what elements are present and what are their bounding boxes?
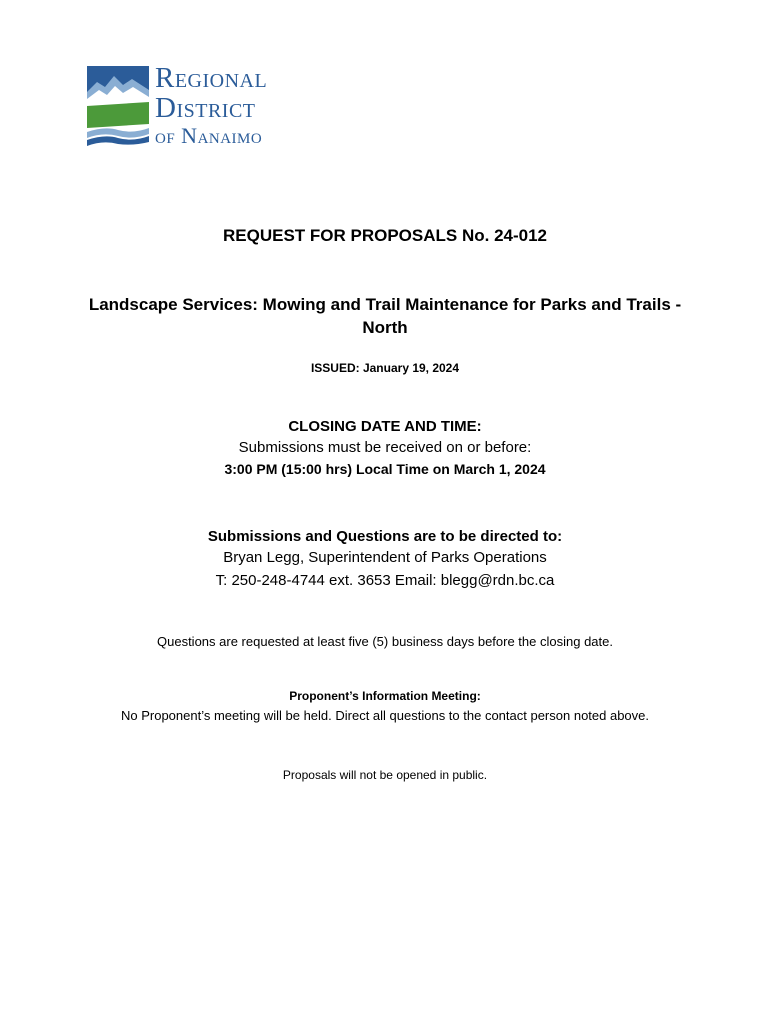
meeting-heading: Proponent’s Information Meeting: [289, 689, 481, 703]
closing-heading: CLOSING DATE AND TIME: [288, 418, 482, 435]
issued-date: ISSUED: January 19, 2024 [310, 361, 460, 375]
contact-phone-email: T: 250-248-4744 ext. 3653 Email: blegg@rdn.bc.ca [215, 572, 555, 589]
closing-datetime: 3:00 PM (15:00 hrs) Local Time on March 1, 2024 [224, 461, 546, 477]
rdn-logo [87, 64, 287, 148]
meeting-text: No Proponent’s meeting will be held. Direct all questions to the contact person noted above. [120, 708, 650, 723]
logo-line-nanaimo: of Nanaimo [155, 123, 263, 148]
rfp-subject [0, 293, 770, 339]
rfp-subject-line-1: Landscape Services: Mowing and Trail Maintenance for Parks and Trails - [88, 295, 682, 314]
mountain-logo-icon [87, 66, 149, 146]
logo-line-regional: Regional [155, 62, 268, 94]
public-opening-note: Proposals will not be opened in public. [282, 768, 488, 782]
closing-instruction: Submissions must be received on or before: [238, 439, 532, 456]
contact-heading: Submissions and Questions are to be directed to: [207, 528, 563, 545]
rfp-title: REQUEST FOR PROPOSALS No. 24-012 [222, 226, 547, 245]
contact-name: Bryan Legg, Superintendent of Parks Operations [223, 549, 547, 566]
logo-line-district: District [155, 92, 256, 124]
rfp-subject-line-2: North [362, 318, 408, 337]
questions-note: Questions are requested at least five (5) business days before the closing date. [157, 634, 613, 649]
logo-wordmark [155, 64, 267, 149]
